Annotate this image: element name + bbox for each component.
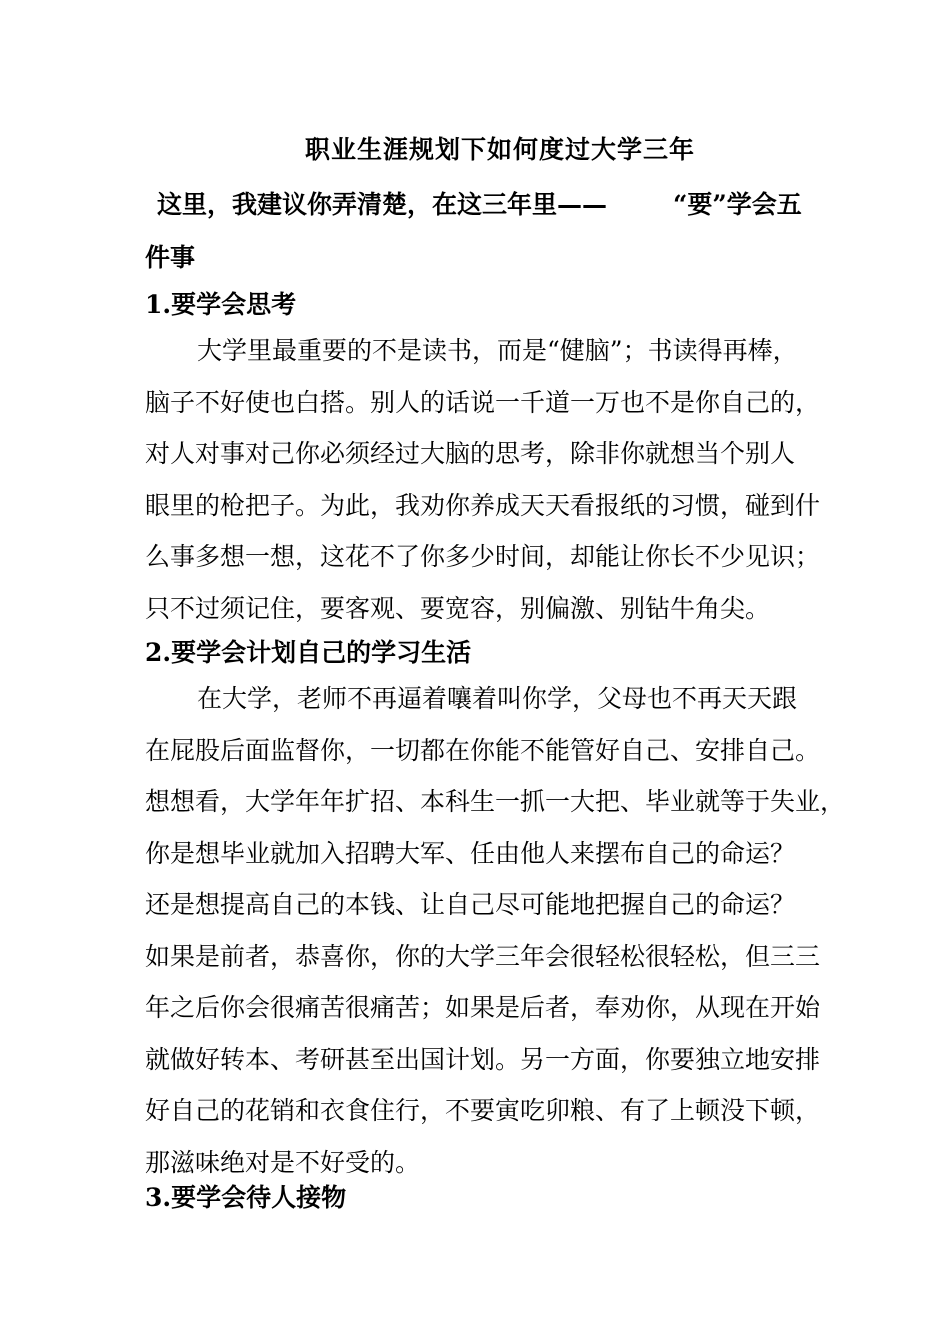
section-heading-2: 2.要学会计划自己的学习生活 [145, 638, 472, 667]
paragraph-line: 还是想提高自己的本钱、让自己尽可能地把握自己的命运？ [145, 890, 796, 919]
paragraph-line: 在屁股后面监督你，一切都在你能不能管好自己、安排自己。 [145, 735, 821, 765]
intro-paragraph [145, 178, 825, 284]
section-heading-1: 1.要学会思考 [145, 290, 297, 319]
paragraph-line: 就做好转本、考研甚至出国计划。另一方面，你要独立地安排 [145, 1044, 821, 1074]
paragraph-line: 对人对事对己你必须经过大脑的思考，除非你就想当个别人 [145, 439, 796, 468]
intro-text-part3: 件事 [145, 243, 196, 272]
paragraph-line: 眼里的枪把子。为此，我劝你养成天天看报纸的习惯，碰到什 [145, 490, 821, 520]
paragraph-line: 年之后你会很痛苦很痛苦；如果是后者，奉劝你，从现在开始 [145, 993, 821, 1022]
intro-text-part2: “要”学会五 [673, 190, 802, 219]
section-body-2 [145, 673, 846, 1188]
section-body-1 [145, 325, 825, 634]
paragraph-line: 么事多想一想，这花不了你多少时间，却能让你长不少见识； [145, 542, 821, 571]
paragraph-line: 大学里最重要的不是读书，而是“健脑”；书读得再棒， [197, 336, 798, 365]
paragraph-line: 在大学，老师不再逼着嚷着叫你学，父母也不再天天跟 [197, 684, 798, 713]
paragraph-line: 如果是前者，恭喜你，你的大学三年会很轻松很轻松，但三三 [145, 941, 821, 971]
page-title: 职业生涯规划下如何度过大学三年 [304, 135, 695, 164]
paragraph-line: 那滋味绝对是不好受的。 [145, 1147, 421, 1177]
paragraph-line: 好自己的花销和衣食住行，不要寅吃卯粮、有了上顿没下顿， [145, 1096, 821, 1125]
paragraph-line: 想想看，大学年年扩招、本科生一抓一大把、毕业就等于失业， [145, 787, 846, 816]
paragraph-line: 脑子不好使也白搭。别人的话说一千道一万也不是你自己的， [145, 387, 821, 417]
paragraph-line: 只不过须记住，要客观、要宽容，别偏激、别钻牛角尖。 [145, 593, 771, 623]
section-heading-3: 3.要学会待人接物 [145, 1183, 347, 1212]
paragraph-line: 你是想毕业就加入招聘大军、任由他人来摆布自己的命运？ [145, 838, 796, 868]
intro-text-part1: 这里，我建议你弄清楚，在这三年里—— [157, 190, 608, 219]
